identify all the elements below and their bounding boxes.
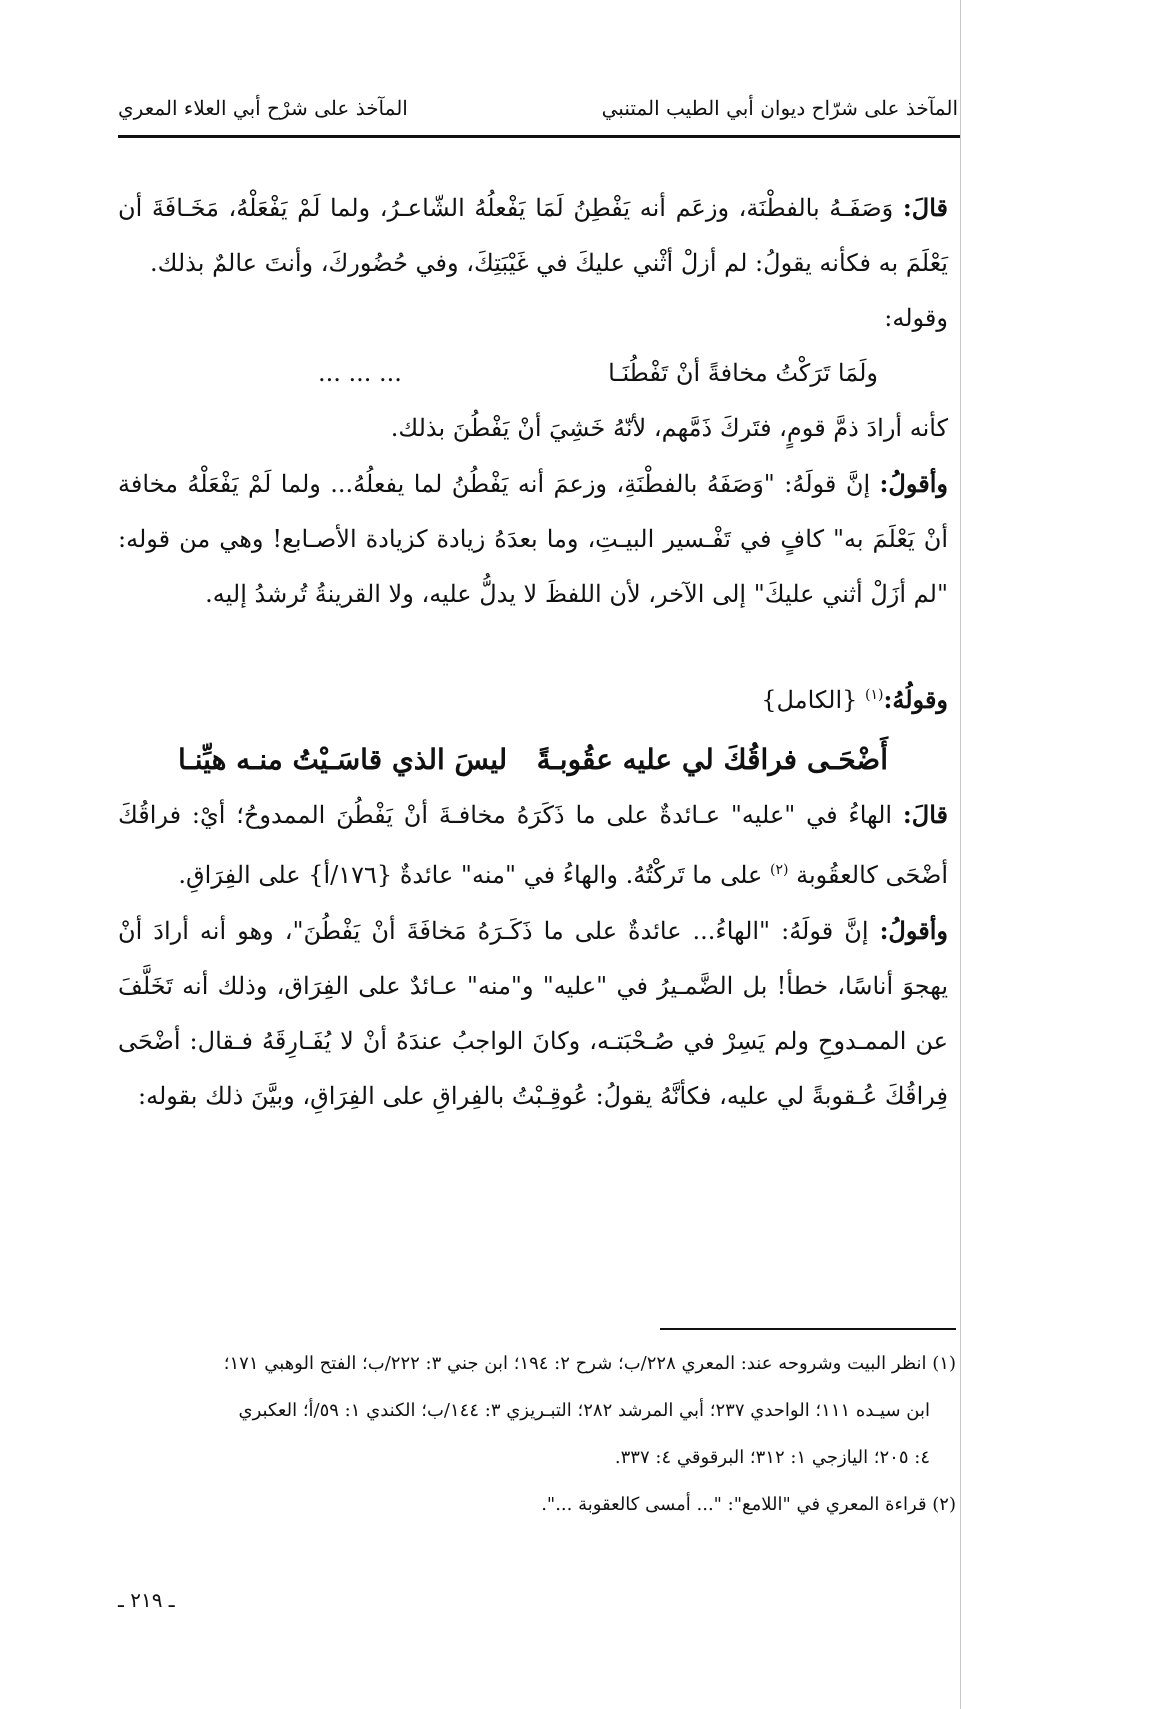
qala-text: وَصَفَـهُ بالفطْنَة، وزعَم أنه يَفْطِنُ لَمَا يَفْعلُهُ الشّاعـرُ، ولما لَمْ يَفْعَلْهُ، مَخَـافَةَ أن يَعْلَمَ به فكأنه يقولُ: لم أزلْ أثْني عليكَ في غَيْبَتِكَ، وفي حُضُوركَ، وأنتَ عالمٌ بذلك. [118, 194, 948, 277]
aqulu-label: وأقولُ: [879, 469, 948, 498]
qala-label: قالَ: [902, 193, 948, 222]
aqulu-paragraph-2 [118, 903, 948, 1124]
qala-paragraph-1 [118, 180, 948, 291]
aqulu-text: إنَّ قولَهُ: "وَصَفَهُ بالفطْنَةِ، وزعمَ أنه يَفْطُنُ لما يفعلُهُ... ولما لَمْ يَفْعَلْهُ مخافة أنْ يَعْلَمَ به" كافٍ في تَفْـسير البيـتِ، وما بعدَهُ زيادة كزيادة الأصـابع! وهي من قوله: "لم أزَلْ أثني عليكَ" إلى الآخر، لأن اللفظَ لا يدلُّ عليه، ولا القرينةُ تُرشدُ إليه. [118, 470, 948, 608]
footnote-marker-1: (١) [865, 687, 884, 703]
qala-paragraph-2 [118, 787, 948, 903]
verse-intro-line [118, 668, 948, 728]
footnote-1-line-1: (١) انظر البيت وشروحه عند: المعري ٢٢٨/ب؛ شرح ٢: ١٩٤؛ ابن جني ٣: ٢٢٢/ب؛ الفتح الوهبي ١٧١؛ [223, 1353, 956, 1374]
footnote-rule [660, 1328, 956, 1330]
page-number: ـ ٢١٩ ـ [118, 1588, 175, 1612]
aqulu-label-2: وأقولُ: [879, 916, 948, 945]
header-book-title: المآخذ على شرّاح ديوان أبي الطيب المتنبي [601, 96, 958, 120]
verse-1-second-hemistich: ولَمَا تَرَكْتُ مخافةً أنْ تَفْطُنَـا [608, 359, 878, 387]
aqulu-text-2: إنَّ قولَهُ: "الهاءُ... عائدةٌ على ما ذَكَـرَهُ مَخافَةَ أنْ يَفْطُنَ"، وهو أنه أرادَ أنْ يهجوَ أناسًا، خطأ! بل الضَّمـيرُ في "عليه" و"منه" عـائدٌ على الفِرَاق، وذلك أنه تَخَلَّفَ عن الممـدوحِ ولم يَسِرْ في صُـحْبَتـه، وكانَ الواجبُ عندَهُ أنْ لا يُفَـارِقَهُ فـقال: أضْحَى فِراقُكَ عُـقوبةً لي عليه، فكأنَّهُ يقولُ: عُوقِـبْتُ بالفِراقِ على الفِرَاقِ، وبيَّنَ ذلك بقوله: [118, 917, 948, 1110]
meter-label: {الكامل} [761, 686, 858, 714]
footnote-marker-2: (٢) [770, 862, 789, 878]
verse-1 [118, 346, 948, 401]
verse-1-first-hemistich: ... ... ... [318, 359, 402, 387]
page-edge-line [960, 0, 961, 1709]
footnote-1-line-3: ٤: ٢٠٥؛ اليازجي ١: ٣١٢؛ البرقوقي ٤: ٣٣٧. [614, 1447, 930, 1468]
footnote-2: (٢) قراءة المعري في "اللامع": "... أمسى كالعقوبة ...". [541, 1494, 956, 1515]
header-section-title: المآخذ على شرْح أبي العلاء المعري [118, 96, 408, 120]
section-spacer [118, 622, 948, 662]
header-rule [118, 135, 960, 138]
main-text [118, 180, 948, 1124]
qala-text-2a: الهاءُ في "عليه" عـائدةٌ على ما ذَكَرَهُ مخافـةَ أنْ يَفْطُنَ الممدوحُ؛ أيْ: فراقُكَ أضْحَى كالعقُوبة [118, 801, 948, 889]
running-header [118, 86, 958, 130]
verse-2-first-hemistich: أَضْحَـى فراقُكَ لي عليه عقُوبـةً [536, 743, 888, 776]
aqulu-paragraph-1 [118, 456, 948, 622]
wa-qawluhu-label: وقولُهُ: [883, 685, 948, 714]
wa-qawluhu-line: وقوله: [884, 304, 948, 332]
footnotes [118, 1340, 956, 1528]
explanation-paragraph: كأنه أرادَ ذمَّ قومٍ، فتَركَ ذَمَّهم، لأنّهُ خَشِيَ أنْ يَفْطُنَ بذلك. [390, 414, 948, 442]
footnote-1-line-2: ابن سيـده ١١١؛ الواحدي ٢٣٧؛ أبي المرشد ٢٨٢؛ التبـريزي ٣: ١٤٤/ب؛ الكندي ١: ٥٩/أ؛ العكبري [238, 1400, 930, 1421]
verse-2-second-hemistich: ليسَ الذي قاسَـيْتُ منـه هيِّنـا [178, 743, 508, 776]
qala-text-2b: على ما تَركْتُهُ. والهاءُ في "منه" عائدةٌ {١٧٦/أ} على الفِرَاقِ. [178, 861, 763, 889]
qala-label-2: قالَ: [902, 800, 948, 829]
verse-2 [118, 732, 948, 787]
